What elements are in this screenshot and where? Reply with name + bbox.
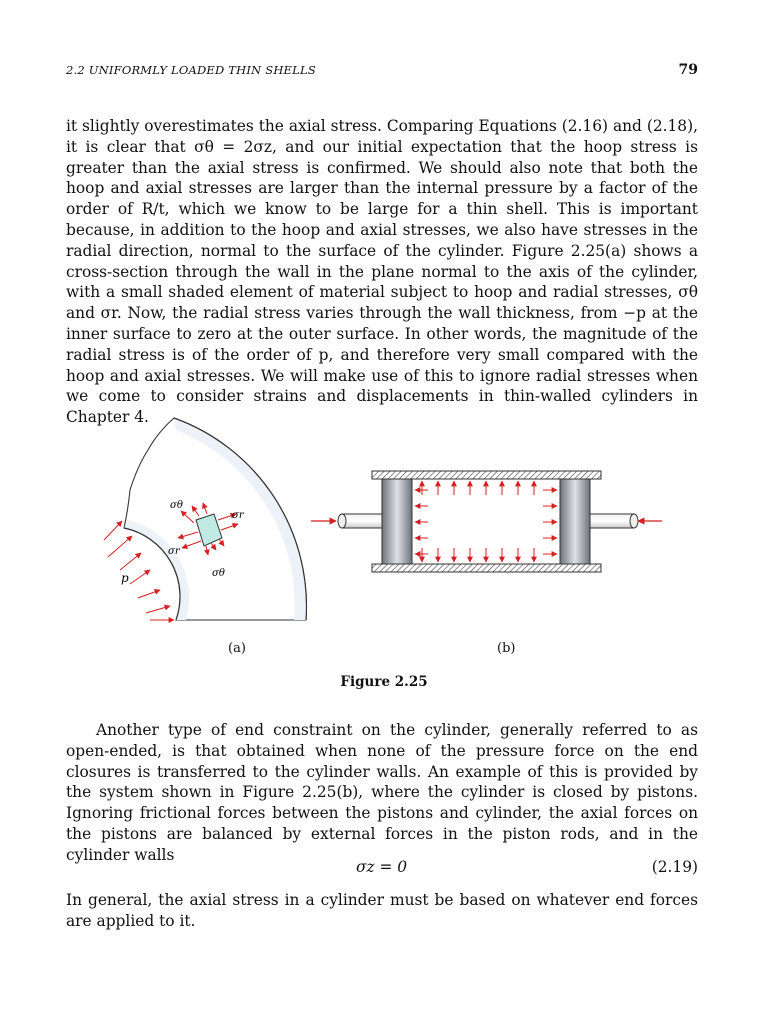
paragraph-1: it slightly overestimates the axial stress. Comparing Equations (2.16) and (2.18), it is clear that σθ = 2σz, and our initial expectation that the hoop stress is greater than the axial stress is confirmed. We should also note that both the hoop and axial stresses are larger than the internal pressure by a factor of the order of R/t, which we know to be large for a thin shell. This is important because, in addition to the hoop and axial stresses, we also have stresses in the radial direction, normal to the surface of the cylinder. Figure 2.25(a) shows a cross-section through the wall in the plane normal to the axis of the cylinder, with a small shaded element of material subject to hoop and radial stresses, σθ and σr. Now, the radial stress varies through the wall thickness, from −p at the inner surface to zero at the outer surface. In other words, the magnitude of the radial stress is of the order of p, and therefore very small compared with the hoop and axial stresses. We will make use of this to ignore radial stresses when we come to consider strains and displacements in thin-walled cylinders in Chapter 4.	[66, 117, 698, 427]
paragraph-3: In general, the axial stress in a cylinder must be based on whatever end forces are applied to it.	[66, 891, 698, 930]
running-title: 2.2 UNIFORMLY LOADED THIN SHELLS	[66, 63, 316, 77]
figure-diagram	[66, 410, 698, 660]
left-piston	[382, 479, 412, 564]
subfigure-label-b: (b)	[497, 641, 516, 656]
cylinder-wall-bottom	[372, 564, 601, 572]
cylinder-with-pistons	[311, 471, 662, 572]
pressure-arrows-right	[543, 490, 557, 554]
equation-number: (2.19)	[651, 858, 698, 876]
sigma-theta-label-bottom: σθ	[212, 568, 225, 579]
pressure-label: p	[121, 571, 129, 585]
running-header	[66, 62, 698, 82]
pressure-arrows-down	[422, 548, 534, 562]
cylinder-wall-top	[372, 471, 601, 479]
pressure-arrows-left	[415, 490, 428, 554]
sigma-r-label-right: σr	[232, 510, 244, 521]
page-number: 79	[678, 62, 698, 78]
left-piston-rod	[342, 514, 382, 528]
paragraph-2: Another type of end constraint on the cylinder, generally referred to as open-ended, is that obtained when none of the pressure force on the end closures is transferred to the cylinder walls. An example of this is provided by the system shown in Figure 2.25(b), where the cylinder is closed by pistons. Ignoring frictional forces between the pistons and cylinder, the axial forces on the pistons are balanced by external forces in the piston rods, and in the cylinder walls	[66, 721, 698, 864]
pressure-arrows-up	[422, 481, 534, 495]
figure-2-25	[66, 410, 698, 660]
equation-2-19	[66, 858, 698, 882]
equation-body: σz = 0	[356, 858, 408, 876]
right-piston	[560, 479, 590, 564]
sigma-r-label-left: σr	[168, 546, 180, 557]
figure-caption: Figure 2.25	[340, 674, 428, 690]
right-piston-rod	[590, 514, 634, 528]
sigma-theta-label-top: σθ	[170, 500, 183, 511]
subfigure-label-a: (a)	[228, 641, 246, 656]
